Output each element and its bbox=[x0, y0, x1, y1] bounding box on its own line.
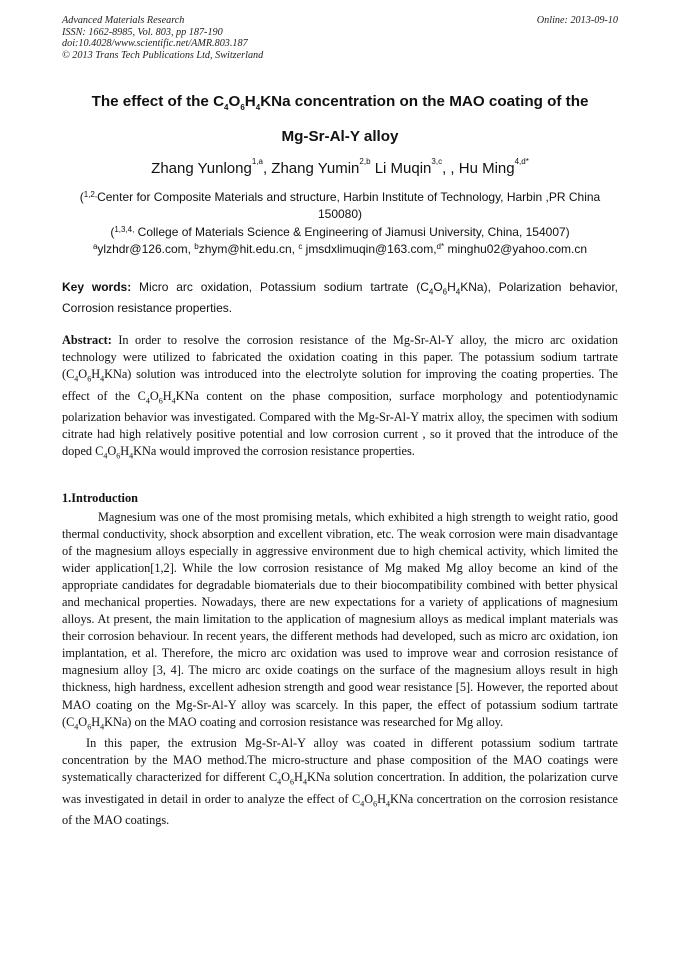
journal-doi: doi:10.4028/www.scientific.net/AMR.803.187 bbox=[62, 38, 248, 50]
author-emails: $^a$ylzhdr@126.com, $^b$zhym@hit.edu.cn, $^c$ jmsdxlimuqin@163.com,$^{d*}$ minghu02@yahoo.com.cn bbox=[92, 242, 588, 256]
abstract-label: Abstract: bbox=[62, 333, 112, 347]
author-list: Zhang Yunlong$^{1,a}$, Zhang Yumin$^{2,b}$ Li Muqin$^{3,c}$, , Hu Ming$^{4,d*}$ bbox=[151, 157, 529, 177]
section-heading-introduction: 1.Introduction bbox=[62, 491, 138, 505]
abstract: Abstract: In order to resolve the corrosion resistance of the Mg-Sr-Al-Y alloy, the micro arc oxidation technology were utilized to fabricated the oxidation coating in this paper. The potassium sodium tartrate $(C_4O_6H_4KNa)$ solution was introduced into the electrolyte solution for improving the coating properties. The effect of the $C_4O_6H_4KNa$ content on the phase composition, surface morphology and potentiodynamic polarization behavior was investigated. Compared with the Mg-Sr-Al-Y matrix alloy, the specimen with sodium citrate had high relatively positive potential and low corrosion current , so it proved that the introduce of the doped $C_4O_6H_4KNa$ would improved the corrosion resistance properties. bbox=[62, 333, 618, 461]
paragraph: In this paper, the extrusion Mg-Sr-Al-Y alloy was coated in different potassium sodium tartrate concentration by the MAO method.The micro-structure and phase composition of the MAO coatings were systematically characterized for different $C_4O_6H_4KNa$ solution concertration. In addition, the polarization curve was investigated in detail in order to analyze the effect of $C_4O_6H_4KNa$ concertration on the corrosion resistance of the MAO coatings. bbox=[62, 736, 618, 828]
journal-copyright: © 2013 Trans Tech Publications Ltd, Switzerland bbox=[62, 49, 264, 61]
affiliation-2: ($^{1,3,4,}$ College of Materials Science & Engineering of Jiamusi University, China, 154007) bbox=[110, 225, 570, 239]
journal-issn: ISSN: 1662-8985, Vol. 803, pp 187-190 bbox=[62, 26, 223, 38]
paragraph: Magnesium was one of the most promising metals, which exhibited a high strength to weight ratio, good thermal conductivity, shock absorption and excellent vibration, etc. The weak corrosion were main disadvantage of the magnesium alloys especially in aggressive environment due to high chemical activity, which limited the wider application[1,2]. While the low corrosion resistance of Mg maked Mg alloy become an kind of the appropriate candidates for degradable biomaterials due to their biocompatibility combined with better physical and mechanical properties. Nowadays, there are new expectations for a variety of applications of magnesium alloys. At present, the main limitation to the application of magnesium alloys as medical implant materials was their corrosion behaviour. In recent years, the different methods had developed, such as micro arc oxidation, ion implantation, et al. Therefore, the micro arc oxidation was used to improve wear and corrosion resistance of magnesium alloy [3, 4]. The micro arc oxide coatings on the surface of the magnesium alloys result in high thickness, high hardness, excellent adhesion strength and good wear resistance [5]. However, the reported about MAO coating on the Mg-Sr-Al-Y alloy was scarcely. In this paper, the effect of potassium sodium tartrate $(C_4O_6H_4KNa)$ on the MAO coating and corrosion resistance was researched for Mg alloy. bbox=[62, 510, 618, 732]
keywords-label: Key words: bbox=[62, 280, 132, 294]
keywords: Key words: Micro arc oxidation, Potassium sodium tartrate $(C_4O_6H_4KNa)$, Polarization behavior, Corrosion resistance properties. bbox=[62, 280, 619, 316]
affiliation-1: ($^{1,2,}$Center for Composite Materials and structure, Harbin Institute of Technology, Harbin ,PR China 150080) bbox=[79, 190, 601, 221]
journal-name: Advanced Materials Research bbox=[62, 15, 185, 26]
journal-header bbox=[62, 15, 618, 61]
paper-title-line2: Mg-Sr-Al-Y alloy bbox=[281, 128, 399, 145]
paper-title: The effect of the $C_4O_6H_4KNa$ concentration on the MAO coating of the bbox=[91, 93, 589, 113]
online-date: Online: 2013-09-10 bbox=[536, 15, 618, 26]
introduction-body bbox=[62, 509, 618, 829]
